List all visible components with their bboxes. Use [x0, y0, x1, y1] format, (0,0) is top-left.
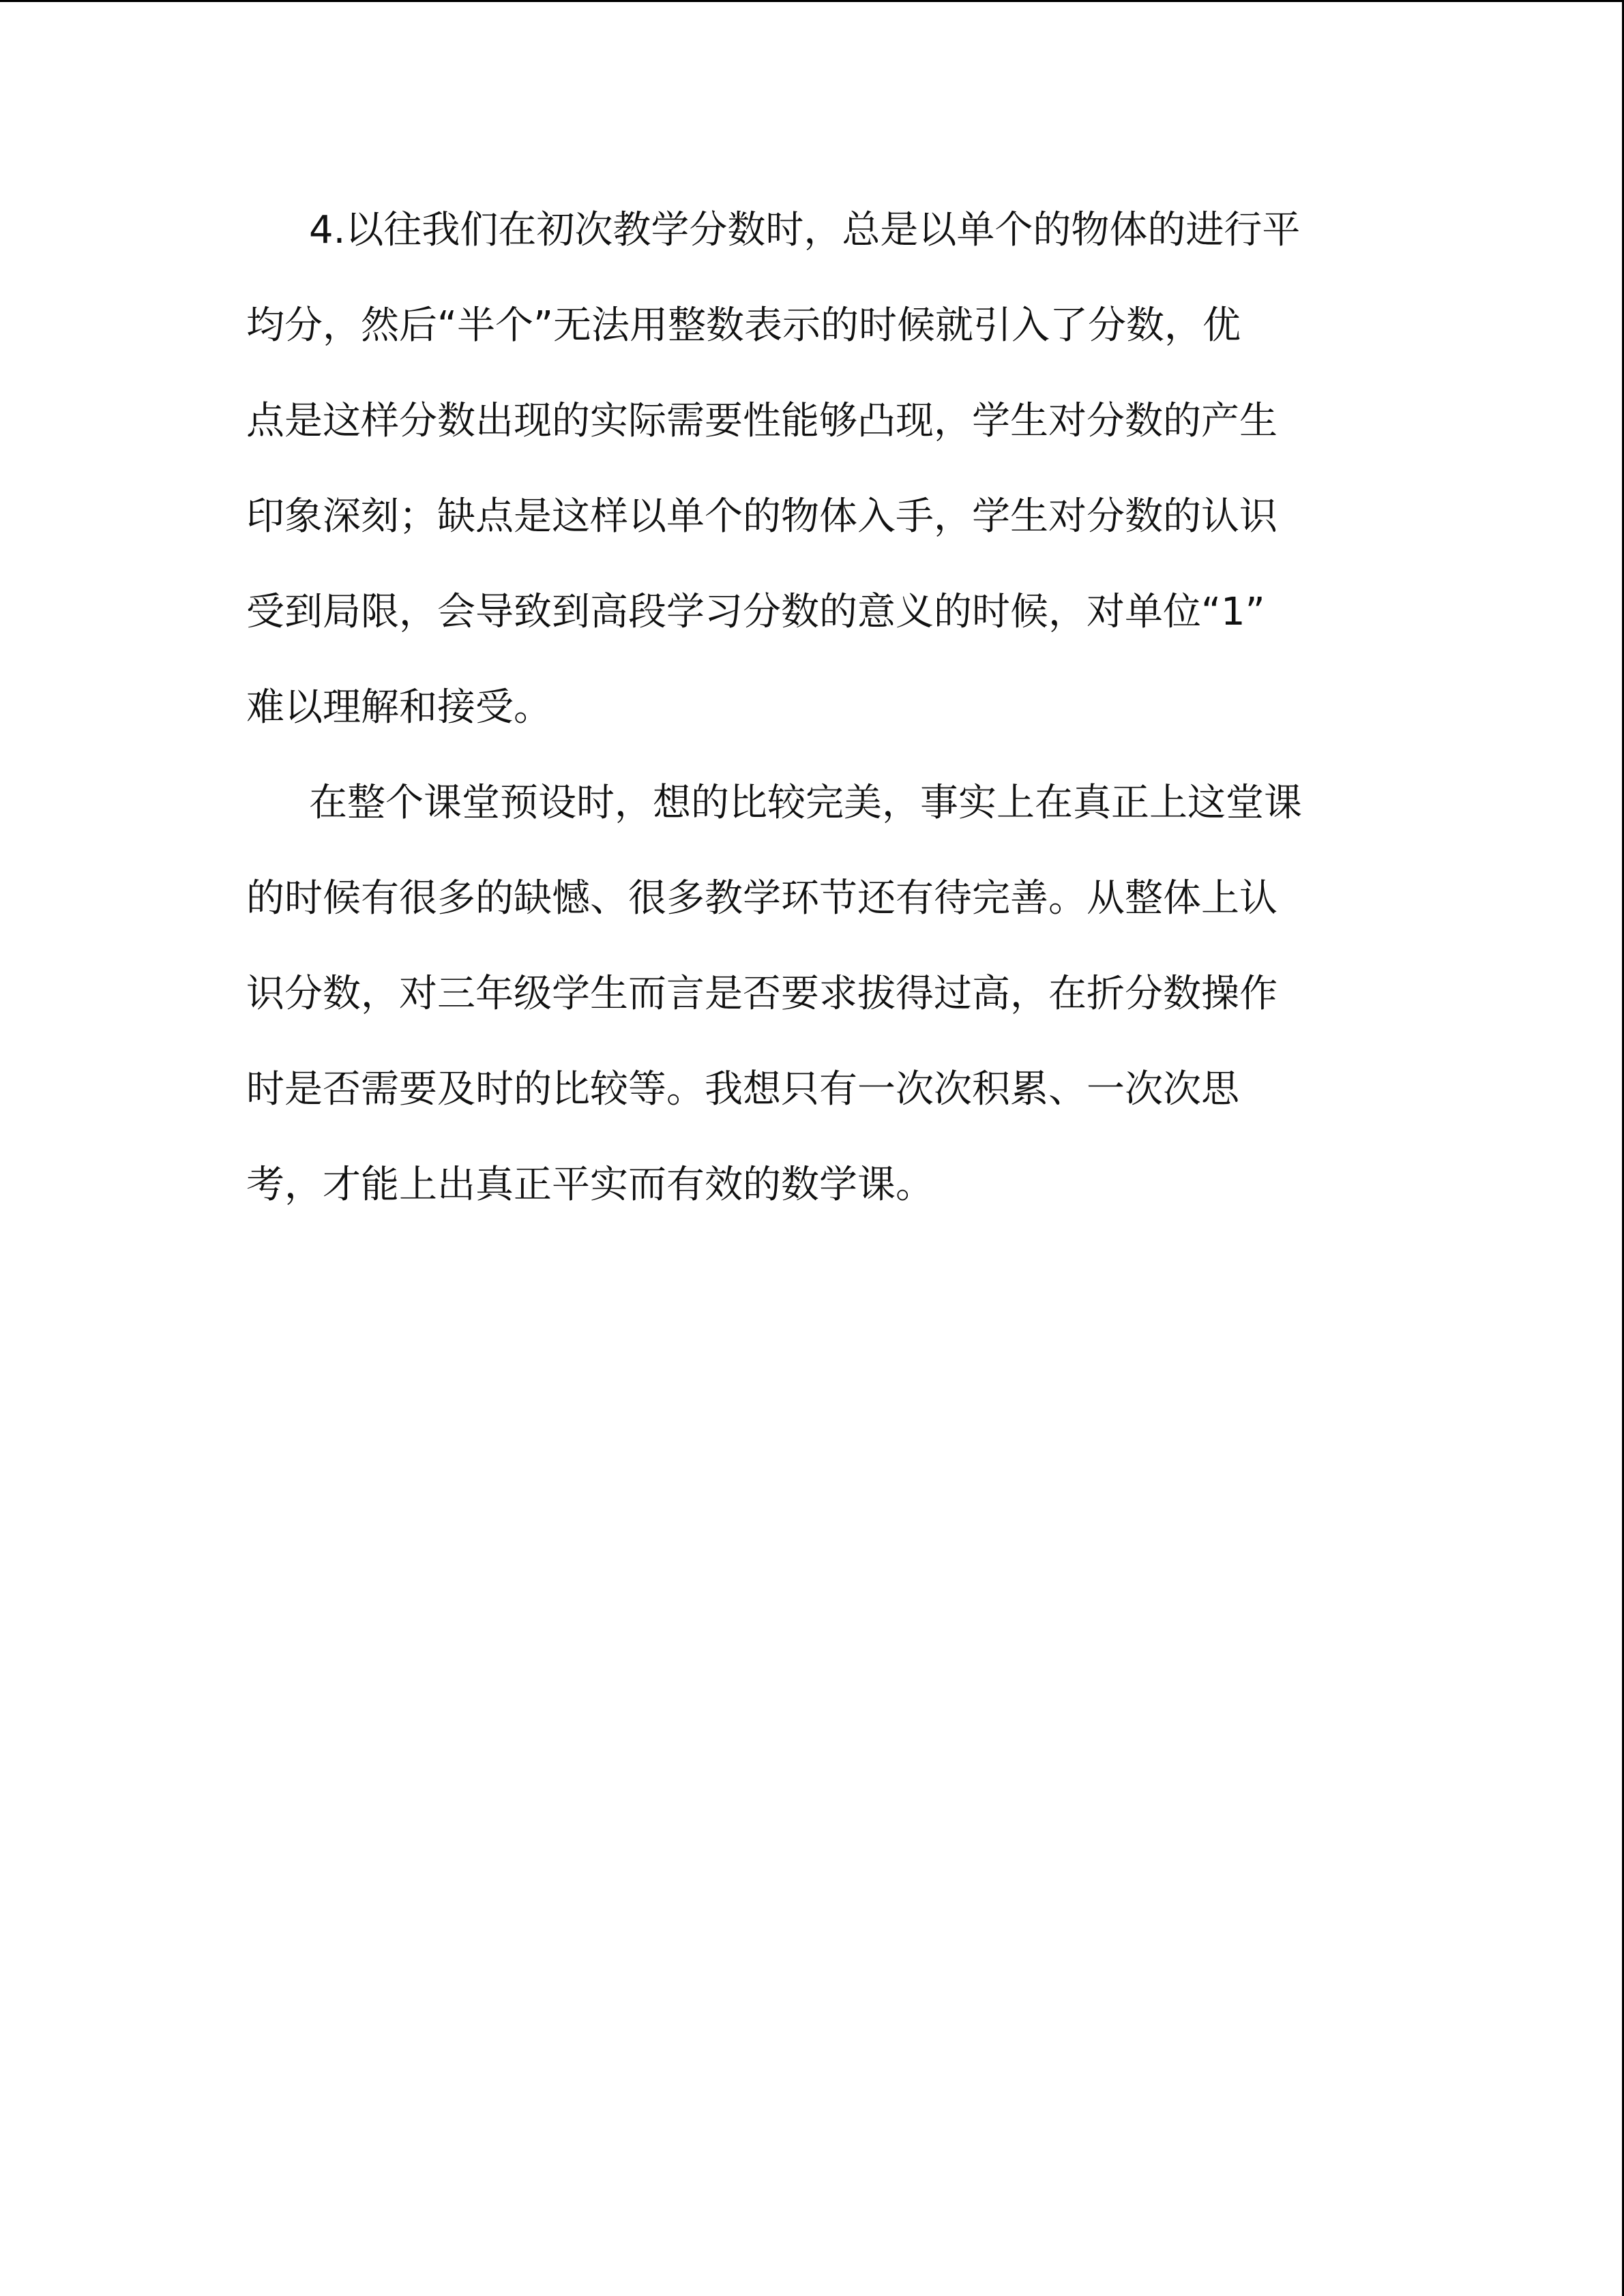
paragraph-2-line-5: 考，才能上出真正平实而有效的数学课。	[246, 1163, 934, 1207]
paragraph-1-line-5: 受到局限，会导致到高段学习分数的意义的时候，对单位“1”	[246, 590, 1265, 634]
paragraph-2-line-1: 在整个课堂预设时，想的比较完美，事实上在真正上这堂课	[309, 781, 1302, 825]
paragraph-1-line-2: 均分，然后“半个”无法用整数表示的时候就引入了分数，优	[246, 303, 1241, 348]
paragraph-1-line-4: 印象深刻；缺点是这样以单个的物体入手，学生对分数的认识	[246, 494, 1278, 539]
document-body	[246, 207, 1378, 1209]
paragraph-2-line-4: 时是否需要及时的比较等。我想只有一次次积累、一次次思	[246, 1067, 1239, 1112]
paragraph-1-line-1: 4.以往我们在初次教学分数时，总是以单个的物体的进行平	[309, 208, 1301, 252]
paragraph-2-line-3: 识分数，对三年级学生而言是否要求拔得过高，在折分数操作	[246, 972, 1278, 1016]
paragraph-1-line-6: 难以理解和接受。	[246, 685, 552, 730]
paragraph-2-line-2: 的时候有很多的缺憾、很多教学环节还有待完善。从整体上认	[246, 876, 1278, 921]
paragraph-1-line-3: 点是这样分数出现的实际需要性能够凸现，学生对分数的产生	[246, 399, 1278, 443]
